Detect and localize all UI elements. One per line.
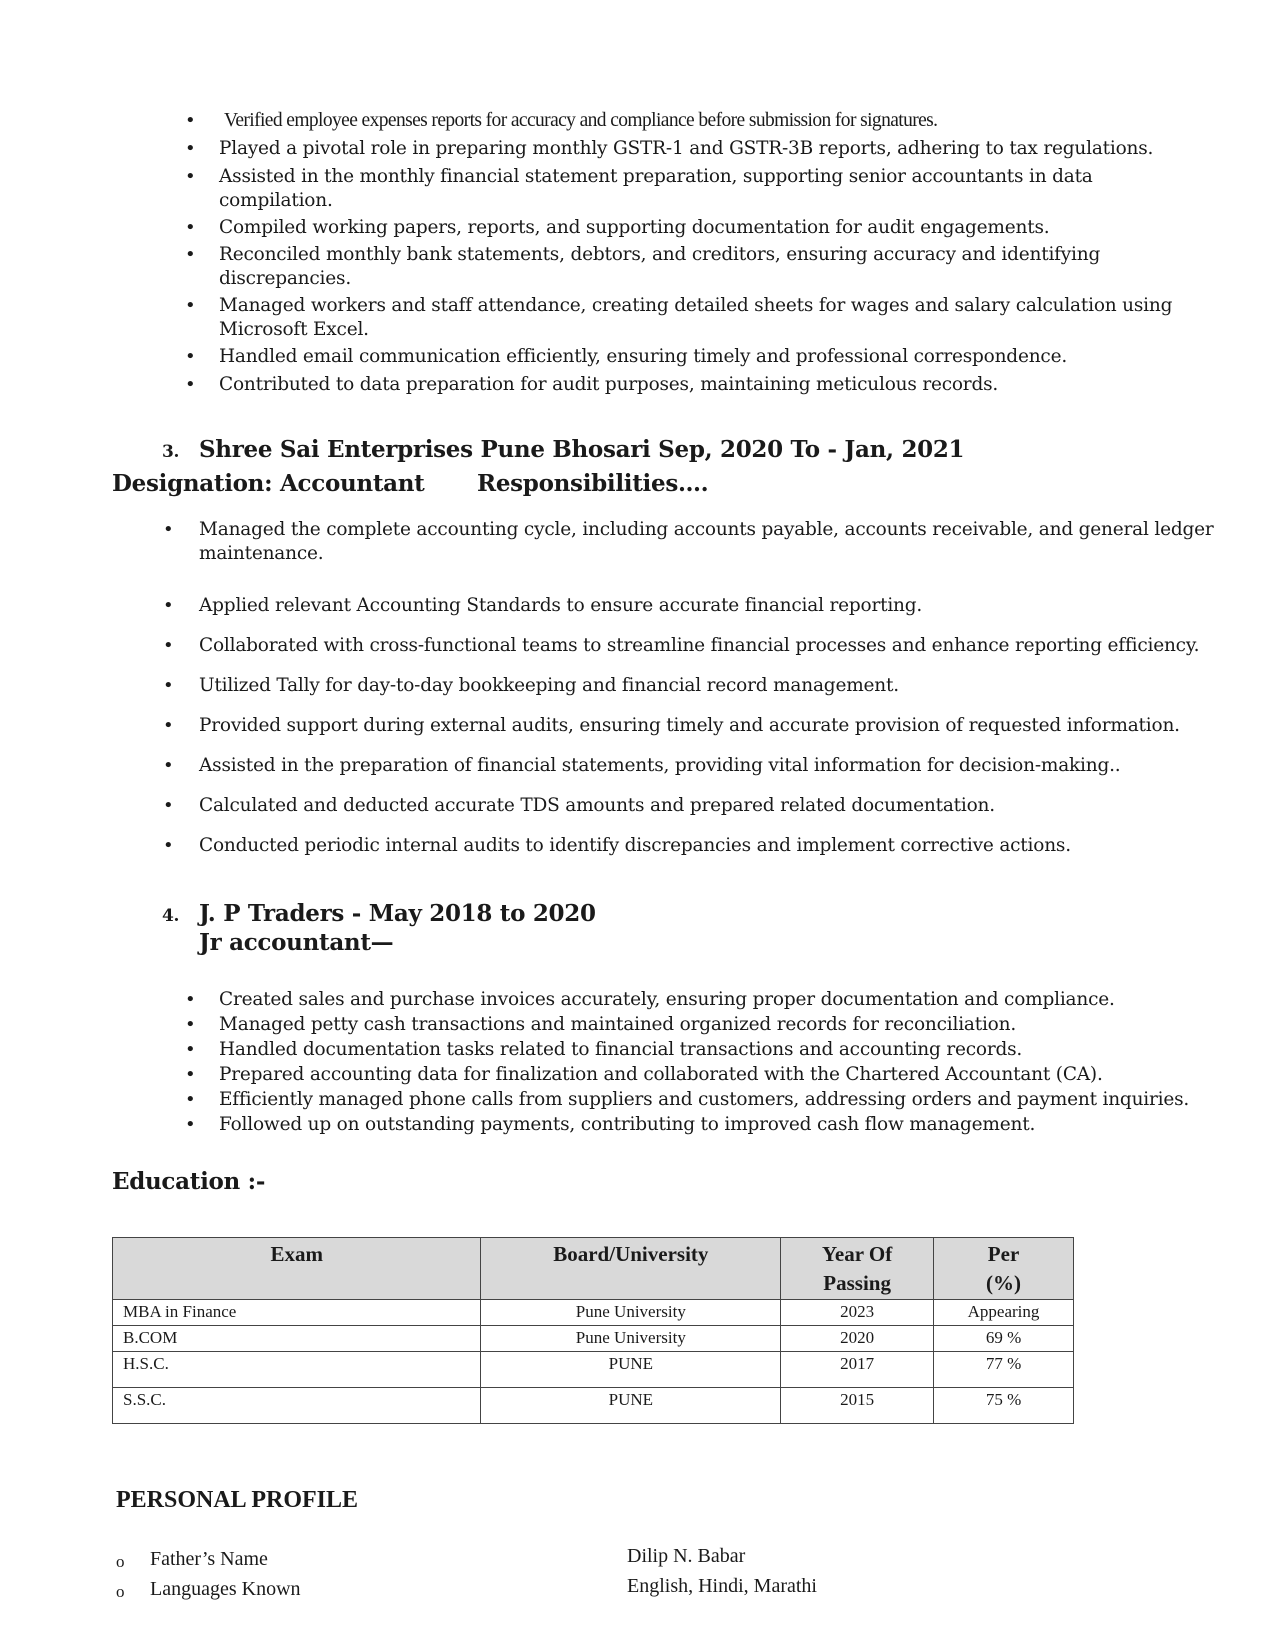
profile-value: English, Hindi, Marathi bbox=[627, 1575, 817, 1597]
cell-percent: 75 % bbox=[934, 1388, 1074, 1424]
column-header-board: Board/University bbox=[481, 1238, 781, 1300]
column-header-percent: Per (%) bbox=[934, 1238, 1074, 1300]
circle-bullet-icon: o bbox=[116, 1552, 125, 1571]
bullet-icon: • bbox=[163, 519, 174, 540]
column-header-year: Year Of Passing bbox=[781, 1238, 934, 1300]
job-number: 4. bbox=[162, 906, 180, 926]
job-designation: Designation: Accountant bbox=[112, 470, 425, 497]
cell-board: Pune University bbox=[481, 1300, 781, 1326]
bullet-icon: • bbox=[185, 1064, 196, 1085]
job-title: J. P Traders - May 2018 to 2020 bbox=[199, 900, 596, 927]
cell-exam: S.S.C. bbox=[113, 1388, 481, 1424]
cell-year: 2017 bbox=[781, 1352, 934, 1388]
table-row bbox=[113, 1388, 1074, 1424]
cell-exam: B.COM bbox=[113, 1326, 481, 1352]
table-row bbox=[113, 1300, 1074, 1326]
cell-exam: MBA in Finance bbox=[113, 1300, 481, 1326]
bullet-icon: • bbox=[185, 217, 196, 238]
cell-exam: H.S.C. bbox=[113, 1352, 481, 1388]
bullet-icon: • bbox=[163, 795, 174, 816]
bullet-icon: • bbox=[185, 244, 196, 265]
job-title: Shree Sai Enterprises Pune Bhosari Sep, 2020 To - Jan, 2021 bbox=[199, 436, 965, 463]
cell-year: 2015 bbox=[781, 1388, 934, 1424]
column-header-exam: Exam bbox=[113, 1238, 481, 1300]
bullet-icon: • bbox=[185, 138, 196, 159]
bullet-icon: • bbox=[163, 675, 174, 696]
bullet-icon: • bbox=[185, 110, 196, 131]
bullet-icon: • bbox=[185, 374, 196, 395]
personal-profile-heading: PERSONAL PROFILE bbox=[116, 1487, 359, 1513]
table-header-row bbox=[113, 1238, 1074, 1300]
bullet-icon: • bbox=[185, 295, 196, 316]
cell-board: PUNE bbox=[481, 1388, 781, 1424]
bullet-icon: • bbox=[163, 595, 174, 616]
bullet-icon: • bbox=[185, 989, 196, 1010]
bullet-icon: • bbox=[185, 1114, 196, 1135]
bullet-icon: • bbox=[185, 1039, 196, 1060]
bullet-icon: • bbox=[163, 755, 174, 776]
cell-year: 2020 bbox=[781, 1326, 934, 1352]
bullet-icon: • bbox=[185, 1089, 196, 1110]
bullet-icon: • bbox=[163, 635, 174, 656]
job-designation: Jr accountant— bbox=[199, 929, 394, 956]
table-row bbox=[113, 1326, 1074, 1352]
education-heading: Education :- bbox=[112, 1168, 266, 1195]
responsibilities-label: Responsibilities…. bbox=[477, 470, 709, 497]
bullet-icon: • bbox=[163, 715, 174, 736]
cell-year: 2023 bbox=[781, 1300, 934, 1326]
bullet-icon: • bbox=[163, 835, 174, 856]
table-row bbox=[113, 1352, 1074, 1388]
cell-percent: Appearing bbox=[934, 1300, 1074, 1326]
profile-label: Languages Known bbox=[150, 1578, 301, 1600]
bullet-icon: • bbox=[185, 166, 196, 187]
education-table bbox=[112, 1237, 1074, 1424]
job-number: 3. bbox=[162, 442, 180, 462]
cell-percent: 69 % bbox=[934, 1326, 1074, 1352]
cell-board: Pune University bbox=[481, 1326, 781, 1352]
cell-percent: 77 % bbox=[934, 1352, 1074, 1388]
bullet-icon: • bbox=[185, 346, 196, 367]
cell-board: PUNE bbox=[481, 1352, 781, 1388]
profile-value: Dilip N. Babar bbox=[627, 1545, 746, 1567]
profile-label: Father’s Name bbox=[150, 1548, 268, 1570]
bullet-icon: • bbox=[185, 1014, 196, 1035]
circle-bullet-icon: o bbox=[116, 1582, 125, 1601]
